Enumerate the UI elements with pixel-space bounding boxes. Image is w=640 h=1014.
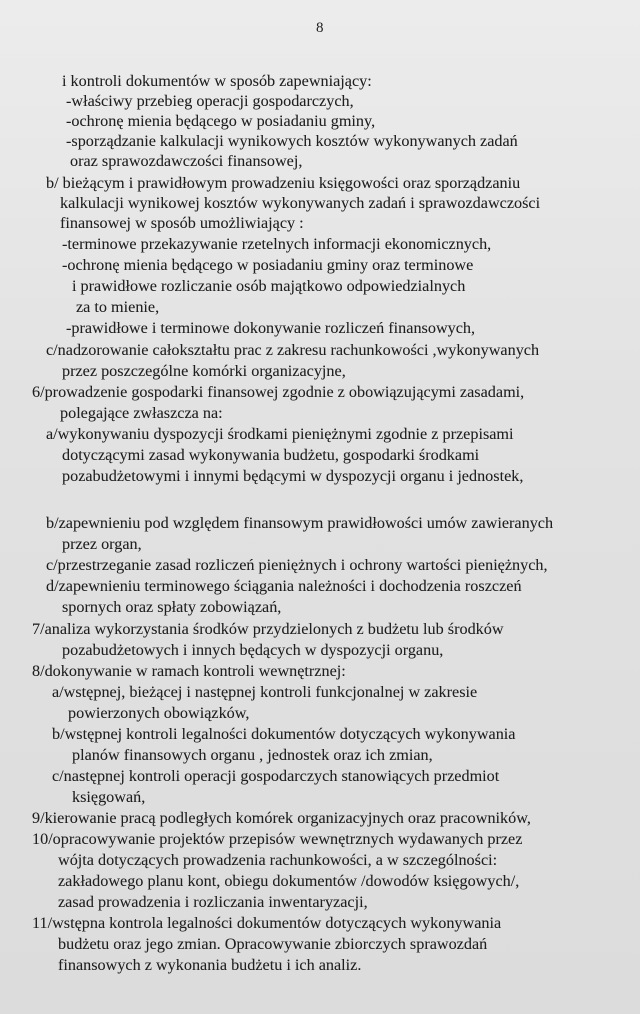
text-line: za to mienie,	[76, 298, 160, 316]
text-line: -sporządzanie kalkulacji wynikowych kosztów wykonywanych zadań	[66, 132, 518, 150]
text-line: 7/analiza wykorzystania środków przydzielonych z budżetu lub środków	[32, 620, 504, 638]
text-line: -właściwy przebieg operacji gospodarczych,	[66, 92, 354, 110]
text-line: 9/kierowanie pracą podległych komórek organizacyjnych oraz pracowników,	[32, 809, 531, 827]
text-line: spornych oraz spłaty zobowiązań,	[62, 598, 282, 616]
text-line: -terminowe przekazywanie rzetelnych informacji ekonomicznych,	[62, 235, 492, 253]
text-line: pozabudżetowych i innych będących w dyspozycji organu,	[62, 641, 444, 659]
text-line: planów finansowych organu , jednostek oraz ich zmian,	[72, 746, 433, 764]
text-line: polegające zwłaszcza na:	[60, 404, 223, 422]
text-line: pozabudżetowymi i innymi będącymi w dyspozycji organu i jednostek,	[62, 467, 524, 485]
text-line: finansowej w sposób umożliwiający :	[60, 214, 304, 232]
text-line: dotyczącymi zasad wykonywania budżetu, gospodarki środkami	[62, 446, 480, 464]
text-line: 8/dokonywanie w ramach kontroli wewnętrznej:	[32, 662, 346, 680]
text-line: i prawidłowe rozliczanie osób majątkowo odpowiedzialnych	[72, 277, 466, 295]
text-line: przez poszczególne komórki organizacyjne,	[62, 362, 346, 380]
text-line: c/następnej kontroli operacji gospodarczych stanowiących przedmiot	[52, 767, 500, 785]
text-line: finansowych z wykonania budżetu i ich analiz.	[58, 956, 362, 974]
text-line: b/wstępnej kontroli legalności dokumentów dotyczących wykonywania	[52, 725, 516, 743]
text-line: oraz sprawozdawczości finansowej,	[70, 152, 303, 170]
text-line: b/ bieżącym i prawidłowym prowadzeniu księgowości oraz sporządzaniu	[46, 174, 521, 192]
text-line: powierzonych obowiązków,	[68, 704, 250, 722]
text-line: a/wstępnej, bieżącej i następnej kontroli funkcjonalnej w zakresie	[52, 683, 478, 701]
text-line: księgowań,	[72, 788, 146, 806]
text-line: 11/wstępna kontrola legalności dokumentów dotyczących wykonywania	[32, 914, 502, 932]
text-line: 10/opracowywanie projektów przepisów wewnętrznych wydawanych przez	[32, 830, 523, 848]
page-number: 8	[316, 20, 324, 36]
text-line: przez organ,	[62, 535, 142, 553]
text-line: kalkulacji wynikowej kosztów wykonywanych zadań i sprawozdawczości	[60, 194, 541, 212]
text-line: wójta dotyczących prowadzenia rachunkowości, a w szczególności:	[58, 851, 498, 869]
text-line: 6/prowadzenie gospodarki finansowej zgodnie z obowiązującymi zasadami,	[32, 383, 525, 401]
text-line: zakładowego planu kont, obiegu dokumentów /dowodów księgowych/,	[58, 872, 520, 890]
text-line: a/wykonywaniu dyspozycji środkami pieniężnymi zgodnie z przepisami	[46, 425, 514, 443]
text-line: -ochronę mienia będącego w posiadaniu gminy,	[66, 112, 376, 130]
text-line: zasad prowadzenia i rozliczania inwentaryzacji,	[58, 893, 368, 911]
text-line: d/zapewnieniu terminowego ściągania należności i dochodzenia roszczeń	[46, 577, 522, 595]
text-line: c/przestrzeganie zasad rozliczeń pieniężnych i ochrony wartości pieniężnych,	[46, 556, 548, 574]
text-line: -ochronę mienia będącego w posiadaniu gminy oraz terminowe	[62, 256, 474, 274]
text-line: c/nadzorowanie całokształtu prac z zakresu rachunkowości ,wykonywanych	[46, 341, 540, 359]
text-line: b/zapewnieniu pod względem finansowym prawidłowości umów zawieranych	[46, 514, 554, 532]
text-line: -prawidłowe i terminowe dokonywanie rozliczeń finansowych,	[66, 319, 476, 337]
text-line: i kontroli dokumentów w sposób zapewniający:	[62, 72, 372, 90]
text-line: budżetu oraz jego zmian. Opracowywanie zbiorczych sprawozdań	[58, 935, 488, 953]
